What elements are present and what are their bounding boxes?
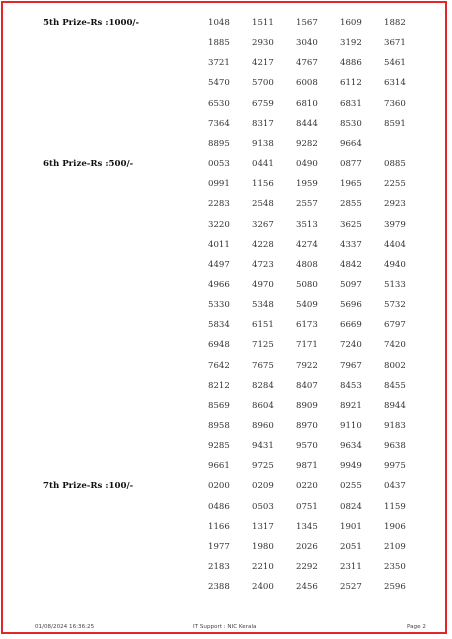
ticket-number: 8317 bbox=[252, 118, 274, 129]
ticket-number: 8895 bbox=[208, 138, 230, 149]
ticket-number: 0200 bbox=[208, 481, 230, 492]
ticket-number: 2400 bbox=[252, 582, 274, 593]
ticket-number: 2292 bbox=[296, 562, 318, 573]
ticket-number: 0751 bbox=[296, 501, 318, 512]
ticket-number: 2548 bbox=[252, 199, 274, 210]
ticket-row bbox=[0, 179, 452, 199]
prize-title: 6th Prize-Rs :500/- bbox=[43, 159, 134, 170]
ticket-number: 9949 bbox=[340, 461, 362, 472]
ticket-number: 3040 bbox=[296, 38, 318, 49]
ticket-number: 0885 bbox=[384, 159, 406, 170]
ticket-number: 0220 bbox=[296, 481, 318, 492]
ticket-number: 1965 bbox=[340, 179, 362, 190]
ticket-number: 2255 bbox=[384, 179, 406, 190]
ticket-number: 7675 bbox=[252, 360, 274, 371]
ticket-number: 9285 bbox=[208, 441, 230, 452]
ticket-row bbox=[0, 542, 452, 562]
ticket-number: 2855 bbox=[340, 199, 362, 210]
ticket-number: 8284 bbox=[252, 380, 274, 391]
ticket-number: 1609 bbox=[340, 18, 362, 28]
ticket-row bbox=[0, 78, 452, 98]
footer-timestamp: 01/08/2024 16:36:25 bbox=[35, 624, 95, 630]
ticket-number: 6008 bbox=[296, 78, 318, 89]
ticket-number: 0053 bbox=[208, 159, 230, 170]
ticket-number: 9634 bbox=[340, 441, 362, 452]
ticket-number: 5834 bbox=[208, 320, 230, 331]
prize-title: 5th Prize-Rs :1000/- bbox=[43, 18, 140, 28]
ticket-number: 8569 bbox=[208, 400, 230, 411]
ticket-number: 8530 bbox=[340, 118, 362, 129]
ticket-number: 4723 bbox=[252, 259, 274, 270]
ticket-number: 0437 bbox=[384, 481, 406, 492]
ticket-number: 9664 bbox=[340, 138, 362, 149]
ticket-number: 5080 bbox=[296, 279, 318, 290]
ticket-number: 0877 bbox=[340, 159, 362, 170]
ticket-number: 9431 bbox=[252, 441, 274, 452]
ticket-number: 2930 bbox=[252, 38, 274, 49]
ticket-number: 7642 bbox=[208, 360, 230, 371]
ticket-number: 9975 bbox=[384, 461, 406, 472]
ticket-number: 3192 bbox=[340, 38, 362, 49]
ticket-row bbox=[0, 300, 452, 320]
ticket-number: 9661 bbox=[208, 461, 230, 472]
ticket-number: 8958 bbox=[208, 421, 230, 431]
ticket-number: 5696 bbox=[340, 300, 362, 311]
ticket-row bbox=[0, 119, 452, 139]
ticket-row bbox=[0, 220, 452, 240]
footer-support: IT Support : NIC Kerala bbox=[193, 624, 257, 630]
ticket-number: 2388 bbox=[208, 582, 230, 593]
ticket-number: 9183 bbox=[384, 421, 406, 431]
ticket-number: 0991 bbox=[208, 179, 230, 190]
ticket-number: 0503 bbox=[252, 501, 274, 512]
ticket-number: 1166 bbox=[208, 521, 230, 532]
ticket-number: 0486 bbox=[208, 501, 230, 512]
ticket-number: 7420 bbox=[384, 340, 406, 351]
ticket-row bbox=[0, 421, 452, 441]
prize-title: 7th Prize-Rs :100/- bbox=[43, 481, 134, 492]
ticket-number: 4966 bbox=[208, 279, 230, 290]
ticket-number: 1317 bbox=[252, 521, 274, 532]
ticket-number: 5097 bbox=[340, 279, 362, 290]
ticket-row bbox=[0, 502, 452, 522]
ticket-number: 0209 bbox=[252, 481, 274, 492]
ticket-number: 4497 bbox=[208, 259, 230, 270]
ticket-number: 4767 bbox=[296, 58, 318, 69]
ticket-row bbox=[0, 481, 452, 501]
ticket-number: 2283 bbox=[208, 199, 230, 210]
ticket-row bbox=[0, 441, 452, 461]
ticket-number: 5461 bbox=[384, 58, 406, 69]
ticket-number: 6530 bbox=[208, 98, 230, 109]
ticket-number: 8407 bbox=[296, 380, 318, 391]
ticket-number: 8453 bbox=[340, 380, 362, 391]
ticket-number: 5348 bbox=[252, 300, 274, 311]
ticket-number: 1345 bbox=[296, 521, 318, 532]
ticket-row bbox=[0, 18, 452, 38]
ticket-number: 6112 bbox=[340, 78, 362, 89]
ticket-number: 0255 bbox=[340, 481, 362, 492]
ticket-number: 6797 bbox=[384, 320, 406, 331]
ticket-number: 1906 bbox=[384, 521, 406, 532]
ticket-number: 8909 bbox=[296, 400, 318, 411]
ticket-number: 4337 bbox=[340, 239, 362, 250]
ticket-row bbox=[0, 320, 452, 340]
ticket-number: 3513 bbox=[296, 219, 318, 230]
ticket-row bbox=[0, 260, 452, 280]
ticket-number: 8604 bbox=[252, 400, 274, 411]
ticket-number: 7364 bbox=[208, 118, 230, 129]
ticket-number: 1567 bbox=[296, 18, 318, 28]
ticket-number: 5732 bbox=[384, 300, 406, 311]
ticket-number: 8212 bbox=[208, 380, 230, 391]
ticket-number: 8002 bbox=[384, 360, 406, 371]
ticket-number: 9871 bbox=[296, 461, 318, 472]
ticket-number: 3625 bbox=[340, 219, 362, 230]
ticket-row bbox=[0, 381, 452, 401]
ticket-number: 9282 bbox=[296, 138, 318, 149]
ticket-number: 1980 bbox=[252, 541, 274, 552]
ticket-row bbox=[0, 562, 452, 582]
ticket-row bbox=[0, 461, 452, 481]
ticket-number: 3721 bbox=[208, 58, 230, 69]
ticket-row bbox=[0, 159, 452, 179]
ticket-number: 1977 bbox=[208, 541, 230, 552]
ticket-number: 1159 bbox=[384, 501, 406, 512]
ticket-number: 7125 bbox=[252, 340, 274, 351]
ticket-number: 5409 bbox=[296, 300, 318, 311]
ticket-number: 4274 bbox=[296, 239, 318, 250]
ticket-number: 9570 bbox=[296, 441, 318, 452]
ticket-row bbox=[0, 139, 452, 159]
footer-page-number: Page 2 bbox=[407, 624, 426, 630]
ticket-row bbox=[0, 38, 452, 58]
ticket-number: 4228 bbox=[252, 239, 274, 250]
ticket-number: 8455 bbox=[384, 380, 406, 391]
ticket-number: 7171 bbox=[296, 340, 318, 351]
ticket-number: 7922 bbox=[296, 360, 318, 371]
ticket-number: 6831 bbox=[340, 98, 362, 109]
ticket-number: 8970 bbox=[296, 421, 318, 431]
ticket-row bbox=[0, 401, 452, 421]
ticket-number: 5133 bbox=[384, 279, 406, 290]
ticket-number: 2311 bbox=[340, 562, 362, 573]
ticket-number: 4404 bbox=[384, 239, 406, 250]
ticket-row bbox=[0, 361, 452, 381]
ticket-number: 8591 bbox=[384, 118, 406, 129]
ticket-number: 5700 bbox=[252, 78, 274, 89]
ticket-number: 7967 bbox=[340, 360, 362, 371]
ticket-number: 1885 bbox=[208, 38, 230, 49]
ticket-number: 2596 bbox=[384, 582, 406, 593]
ticket-number: 8921 bbox=[340, 400, 362, 411]
ticket-number: 3671 bbox=[384, 38, 406, 49]
ticket-number: 1048 bbox=[208, 18, 230, 28]
ticket-row bbox=[0, 280, 452, 300]
ticket-number: 2109 bbox=[384, 541, 406, 552]
ticket-number: 5470 bbox=[208, 78, 230, 89]
ticket-number: 4886 bbox=[340, 58, 362, 69]
ticket-number: 4970 bbox=[252, 279, 274, 290]
ticket-row bbox=[0, 340, 452, 360]
ticket-number: 9110 bbox=[340, 421, 362, 431]
ticket-number: 8444 bbox=[296, 118, 318, 129]
ticket-row bbox=[0, 99, 452, 119]
ticket-row bbox=[0, 240, 452, 260]
ticket-number: 4808 bbox=[296, 259, 318, 270]
ticket-number: 0441 bbox=[252, 159, 274, 170]
ticket-number: 2456 bbox=[296, 582, 318, 593]
ticket-number: 4940 bbox=[384, 259, 406, 270]
ticket-number: 3979 bbox=[384, 219, 406, 230]
ticket-row bbox=[0, 522, 452, 542]
ticket-number: 5330 bbox=[208, 300, 230, 311]
ticket-number: 1511 bbox=[252, 18, 274, 28]
ticket-number: 7360 bbox=[384, 98, 406, 109]
ticket-number: 2026 bbox=[296, 541, 318, 552]
ticket-number: 6810 bbox=[296, 98, 318, 109]
ticket-number: 0824 bbox=[340, 501, 362, 512]
ticket-number: 2350 bbox=[384, 562, 406, 573]
ticket-number: 9138 bbox=[252, 138, 274, 149]
ticket-number: 2527 bbox=[340, 582, 362, 593]
ticket-number: 4842 bbox=[340, 259, 362, 270]
ticket-number: 1901 bbox=[340, 521, 362, 532]
ticket-row bbox=[0, 58, 452, 78]
ticket-number: 4217 bbox=[252, 58, 274, 69]
ticket-number: 6669 bbox=[340, 320, 362, 331]
ticket-number: 6151 bbox=[252, 320, 274, 331]
ticket-number: 6314 bbox=[384, 78, 406, 89]
ticket-number: 4011 bbox=[208, 239, 230, 250]
ticket-number: 6948 bbox=[208, 340, 230, 351]
ticket-number: 3220 bbox=[208, 219, 230, 230]
ticket-number: 2557 bbox=[296, 199, 318, 210]
ticket-row bbox=[0, 199, 452, 219]
ticket-number: 6173 bbox=[296, 320, 318, 331]
ticket-row bbox=[0, 582, 452, 602]
ticket-number: 2923 bbox=[384, 199, 406, 210]
ticket-number: 9638 bbox=[384, 441, 406, 452]
ticket-number: 3267 bbox=[252, 219, 274, 230]
ticket-number: 7240 bbox=[340, 340, 362, 351]
ticket-number: 1156 bbox=[252, 179, 274, 190]
ticket-number: 8960 bbox=[252, 421, 274, 431]
ticket-number: 8944 bbox=[384, 400, 406, 411]
ticket-number: 1959 bbox=[296, 179, 318, 190]
ticket-number: 0490 bbox=[296, 159, 318, 170]
ticket-number: 2051 bbox=[340, 541, 362, 552]
ticket-number: 6759 bbox=[252, 98, 274, 109]
ticket-number: 1882 bbox=[384, 18, 406, 28]
ticket-number: 2210 bbox=[252, 562, 274, 573]
ticket-number: 9725 bbox=[252, 461, 274, 472]
ticket-number: 2183 bbox=[208, 562, 230, 573]
